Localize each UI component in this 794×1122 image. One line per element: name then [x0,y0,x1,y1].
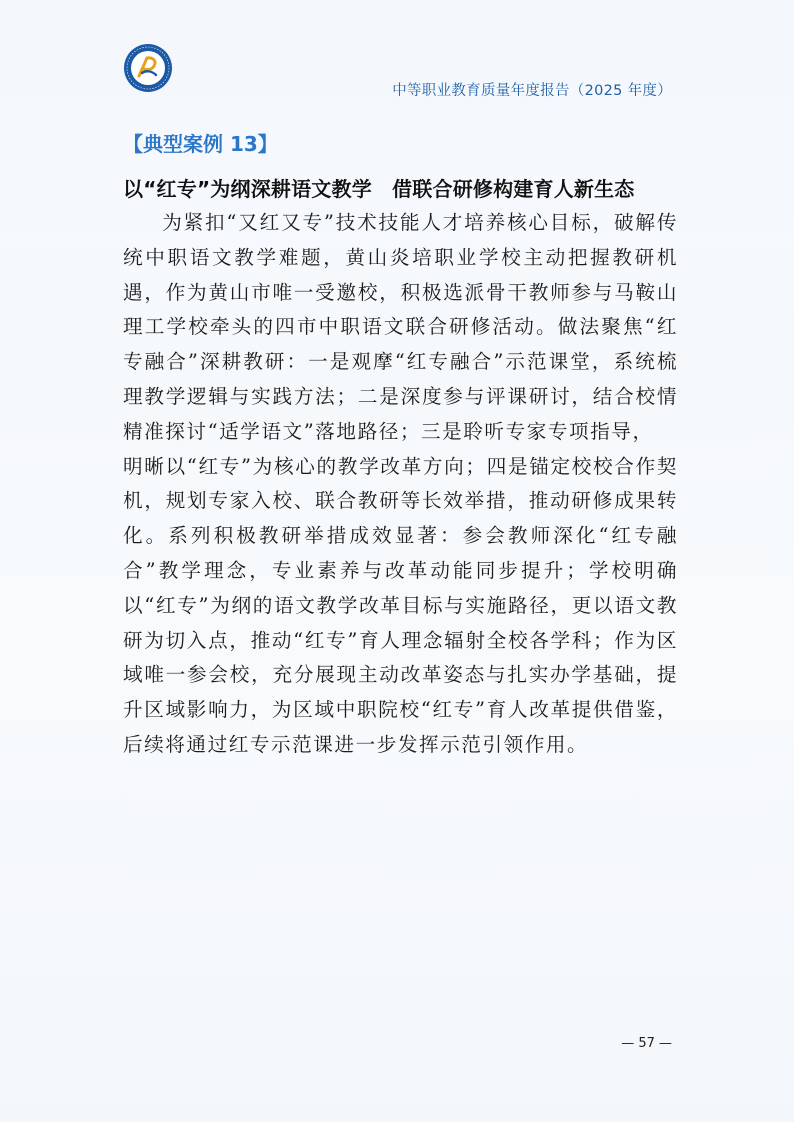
body-paragraph-2: 明晰以“红专”为核心的教学改革方向；四是锚定校校合作契机，规划专家入校、联合教研等长效举措，推动研修成果转化。系列积极教研举措成效显著：参会教师深化“红专融合”教学理念，专业素养与改革动能同步提升；学校明确以“红专”为纲的语文教学改革目标与实施路径，更以语文教研为切入点，推动“红专”育人理念辐射全校各学科；作为区域唯一参会校，充分展现主动改革姿态与扎实办学基础，提升区域影响力，为区域中职院校“红专”育人改革提供借鉴，后续将通过红专示范课进一步发挥示范引领作用。 [123,454,678,756]
case-number-label: 【典型案例 13】 [123,132,278,156]
case-body [123,206,678,763]
report-header-title: 中等职业教育质量年度报告（2025 年度） [392,83,672,99]
body-paragraph-1: 为紧扣“又红又专”技术技能人才培养核心目标，破解传统中职语文教学难题，黄山炎培职业学校主动把握教研机遇，作为黄山市唯一受邀校，积极选派骨干教师参与马鞍山理工学校牵头的四市中职语文联合研修活动。做法聚焦“红专融合”深耕教研：一是观摩“红专融合”示范课堂，系统梳理教学逻辑与实践方法；二是深度参与评课研讨，结合校情精准探讨“适学语文”落地路径；三是聆听专家专项指导， [123,211,678,443]
page-number: — 57 — [621,1036,672,1051]
case-title: 以“红专”为纲深耕语文教学 借联合研修构建育人新生态 [123,177,635,201]
school-emblem-icon [123,43,173,93]
